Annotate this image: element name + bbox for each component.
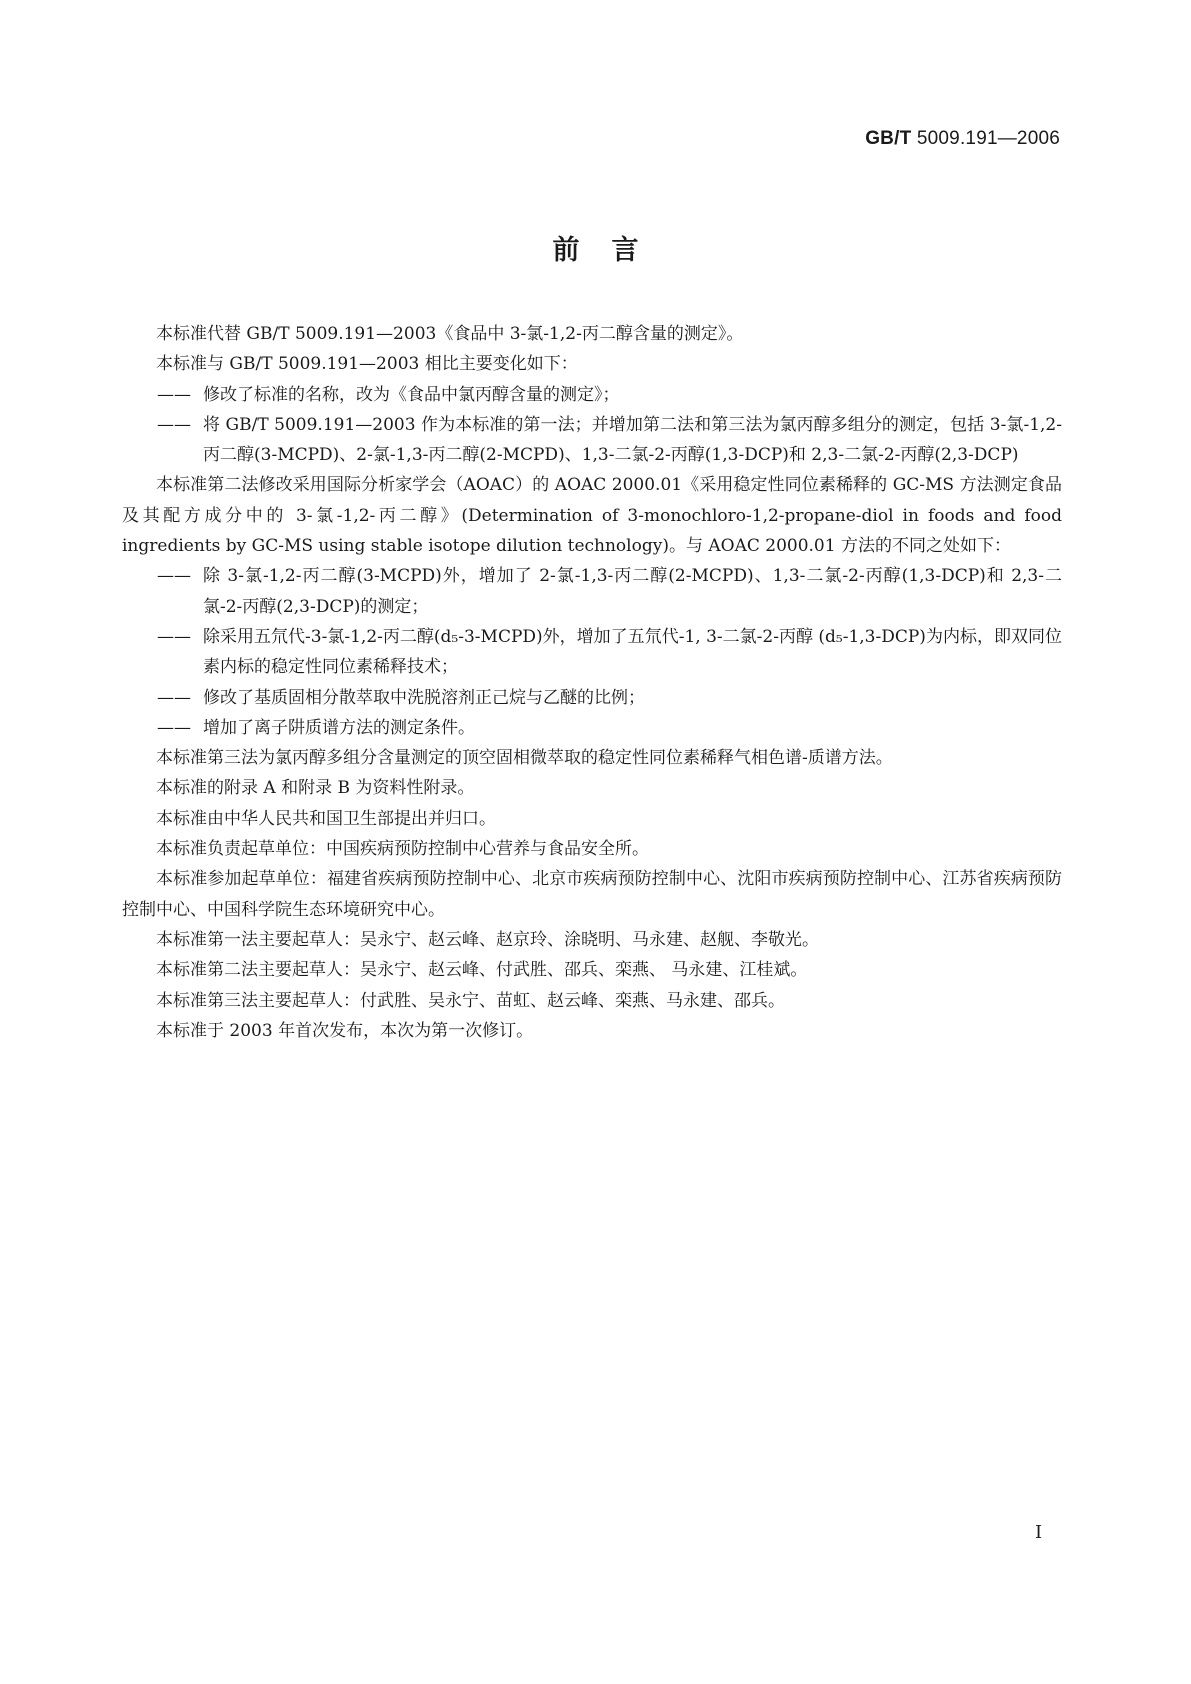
paragraph: 本标准负责起草单位：中国疾病预防控制中心营养与食品安全所。	[156, 839, 649, 860]
list-item-text: 修改了标准的名称，改为《食品中氯丙醇含量的测定》；	[203, 384, 620, 405]
list-item-text: 将 GB/T 5009.191—2003 作为本标准的第一法；并增加第二法和第三法为氯丙醇多组分的测定，包括 3-氯-1,2-丙二醇(3-MCPD)、2-氯-1,3-丙二醇(2-MCPD)、1,3-二氯-2-丙醇(1,3-DCP)和 2,3-二氯-2-丙醇(2,3-DCP)	[203, 414, 1062, 466]
paragraph: 本标准第一法主要起草人：吴永宁、赵云峰、赵京玲、涂晓明、马永建、赵舰、李敬光。	[156, 929, 819, 950]
page-title: 前言	[552, 235, 671, 266]
list-item	[122, 683, 1062, 713]
paragraph: 本标准由中华人民共和国卫生部提出并归口。	[156, 808, 496, 829]
list-dash: ——	[157, 414, 191, 435]
standard-code-number: 5009.191—2006	[916, 128, 1060, 149]
page-number: I	[1035, 1522, 1043, 1543]
list-dash: ——	[157, 384, 191, 405]
standard-code	[865, 128, 1060, 150]
standard-code-prefix: GB/T	[865, 128, 912, 149]
paragraph: 本标准的附录 A 和附录 B 为资料性附录。	[156, 778, 475, 799]
paragraph: 本标准第三法主要起草人：付武胜、吴永宁、苗虹、赵云峰、栾燕、马永建、邵兵。	[156, 990, 785, 1011]
list-dash: ——	[157, 717, 191, 738]
paragraph: 本标准第二法修改采用国际分析家学会（AOAC）的 AOAC 2000.01《采用稳定性同位素稀释的 GC-MS 方法测定食品及其配方成分中的 3-氯-1,2-丙二醇》(Determination of 3-monochloro-1,2-propane-diol in foods and food ingredients by GC-MS using stable isotope dilution technology)。与 AOAC 2000.01 方法的不同之处如下：	[122, 475, 1062, 557]
paragraph: 本标准代替 GB/T 5009.191—2003《食品中 3-氯-1,2-丙二醇含量的测定》。	[156, 324, 744, 344]
list-item	[122, 622, 1062, 683]
paragraph: 本标准参加起草单位：福建省疾病预防控制中心、北京市疾病预防控制中心、沈阳市疾病预防控制中心、江苏省疾病预防控制中心、中国科学院生态环境研究中心。	[122, 869, 1062, 920]
paragraph: 本标准于 2003 年首次发布，本次为第一次修订。	[156, 1020, 534, 1041]
list-item-text: 除 3-氯-1,2-丙二醇(3-MCPD)外，增加了 2-氯-1,3-丙二醇(2-MCPD)、1,3-二氯-2-丙醇(1,3-DCP)和 2,3-二氯-2-丙醇(2,3-DCP)的测定；	[203, 566, 1062, 617]
list-item	[122, 410, 1062, 471]
list-item-text: 增加了离子阱质谱方法的测定条件。	[203, 717, 475, 738]
list-item	[122, 561, 1062, 622]
foreword-body	[122, 319, 1062, 1046]
paragraph: 本标准第二法主要起草人：吴永宁、赵云峰、付武胜、邵兵、栾燕、 马永建、江桂斌。	[156, 960, 808, 981]
list-item-text: 除采用五氘代-3-氯-1,2-丙二醇(d₅-3-MCPD)外，增加了五氘代-1, 3-二氯-2-丙醇 (d₅-1,3-DCP)为内标，即双同位素内标的稳定性同位素稀释技术；	[203, 626, 1062, 678]
list-dash: ——	[157, 687, 191, 708]
list-item-text: 修改了基质固相分散萃取中洗脱溶剂正己烷与乙醚的比例；	[203, 687, 645, 708]
paragraph: 本标准与 GB/T 5009.191—2003 相比主要变化如下：	[156, 354, 578, 375]
paragraph: 本标准第三法为氯丙醇多组分含量测定的顶空固相微萃取的稳定性同位素稀释气相色谱-质谱方法。	[156, 748, 893, 769]
list-item	[122, 380, 1062, 410]
list-item	[122, 713, 1062, 743]
list-dash: ——	[157, 626, 191, 647]
list-dash: ——	[157, 566, 191, 587]
